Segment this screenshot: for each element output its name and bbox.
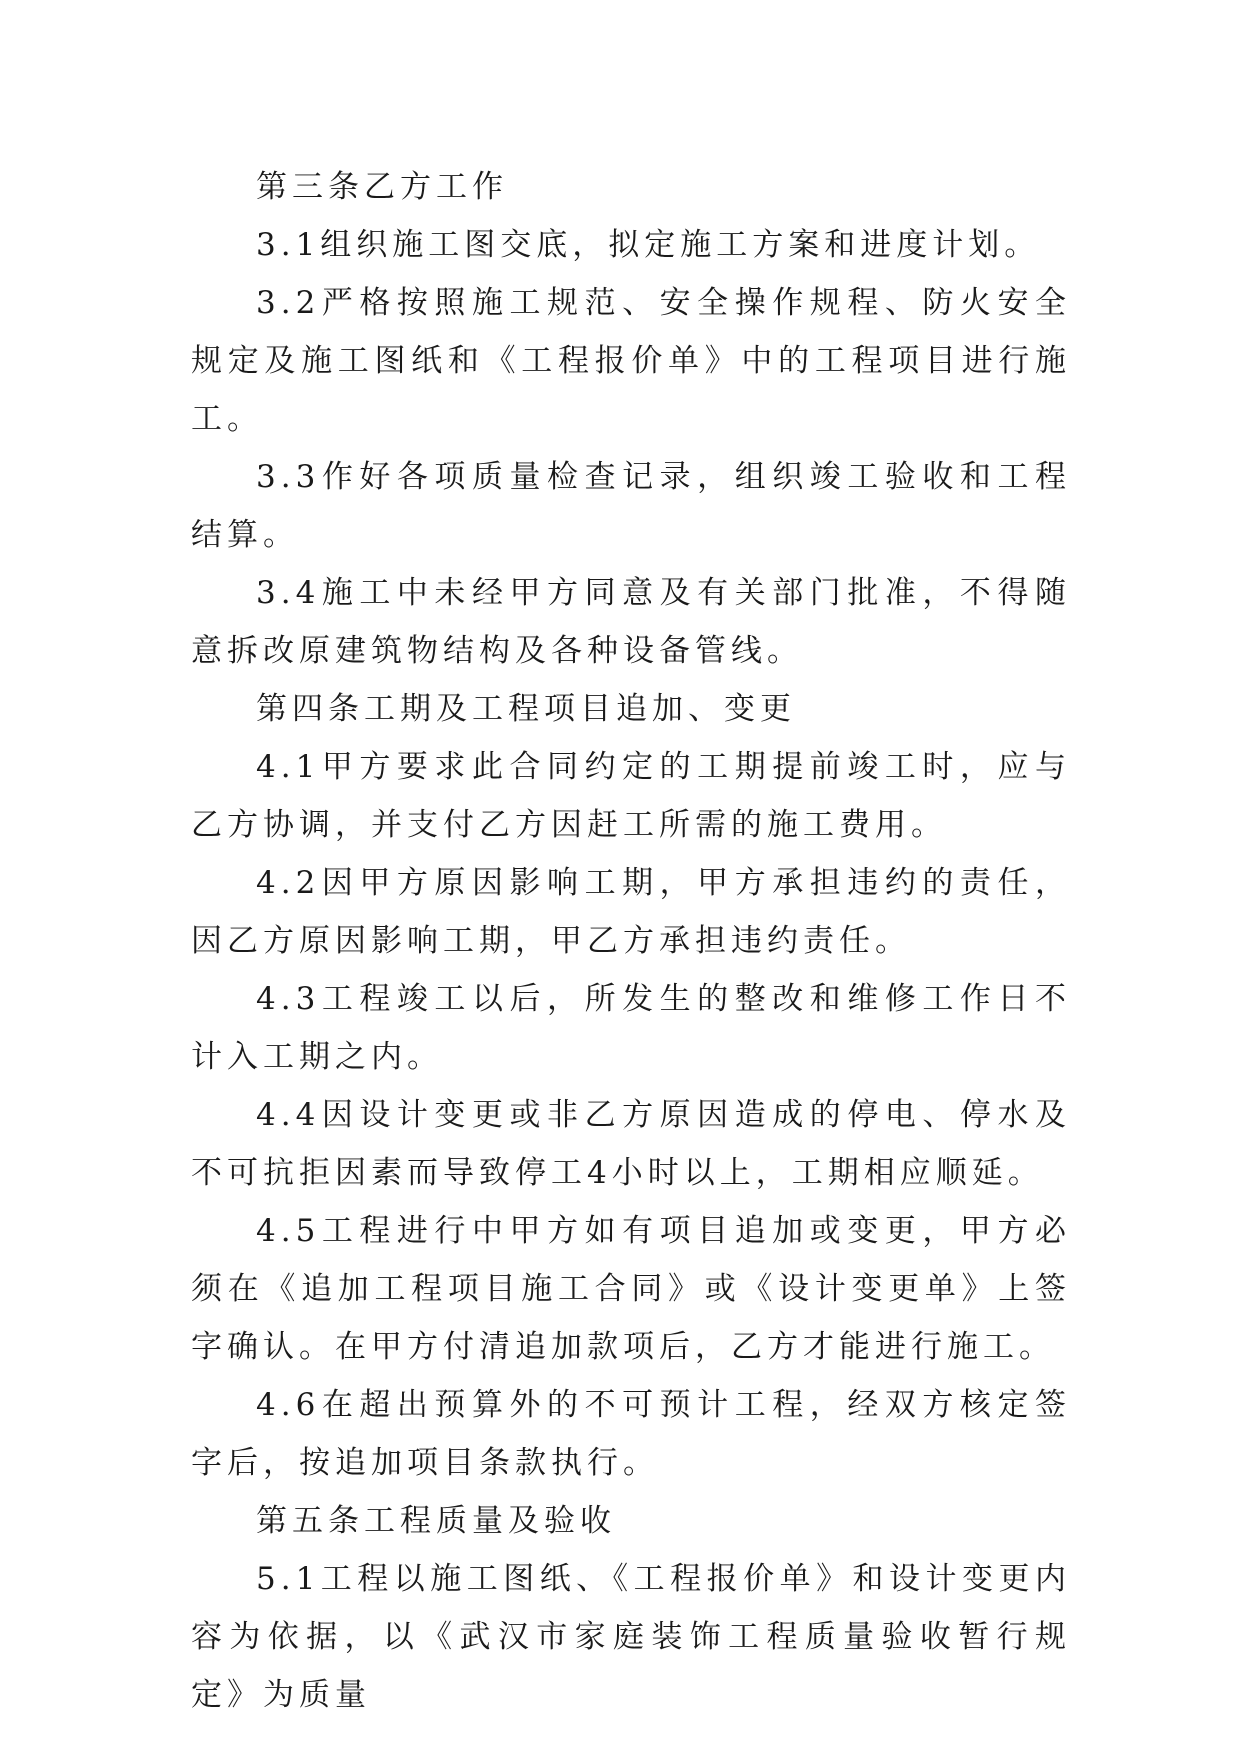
clause-4-3: 4.3工程竣工以后，所发生的整改和维修工作日不计入工期之内。	[191, 981, 1071, 1075]
clause-5-1: 5.1工程以施工图纸、《工程报价单》和设计变更内容为依据，以《武汉市家庭装饰工程质量验收暂行规定》为质量	[191, 1561, 1071, 1713]
section-heading-3: 第三条乙方工作	[256, 169, 508, 205]
section-heading-4: 第四条工期及工程项目追加、变更	[256, 691, 796, 727]
section-heading-5: 第五条工程质量及验收	[256, 1503, 616, 1539]
clause-4-5: 4.5工程进行中甲方如有项目追加或变更，甲方必须在《追加工程项目施工合同》或《设计变更单》上签字确认。在甲方付清追加款项后，乙方才能进行施工。	[191, 1213, 1071, 1365]
clause-3-4: 3.4施工中未经甲方同意及有关部门批准，不得随意拆改原建筑物结构及各种设备管线。	[191, 575, 1071, 669]
clause-4-4: 4.4因设计变更或非乙方原因造成的停电、停水及不可抗拒因素而导致停工4小时以上，工期相应顺延。	[191, 1097, 1071, 1191]
clause-3-3: 3.3作好各项质量检查记录，组织竣工验收和工程结算。	[191, 459, 1071, 553]
clause-4-2: 4.2因甲方原因影响工期，甲方承担违约的责任，因乙方原因影响工期，甲乙方承担违约责任。	[191, 865, 1071, 959]
clause-4-6: 4.6在超出预算外的不可预计工程，经双方核定签字后，按追加项目条款执行。	[191, 1387, 1071, 1481]
clause-3-1: 3.1组织施工图交底，拟定施工方案和进度计划。	[256, 227, 1041, 263]
document-body	[191, 158, 1071, 1724]
clause-3-2: 3.2严格按照施工规范、安全操作规程、防火安全规定及施工图纸和《工程报价单》中的工程项目进行施工。	[191, 285, 1071, 437]
clause-4-1: 4.1甲方要求此合同约定的工期提前竣工时，应与乙方协调，并支付乙方因赶工所需的施工费用。	[191, 749, 1071, 843]
